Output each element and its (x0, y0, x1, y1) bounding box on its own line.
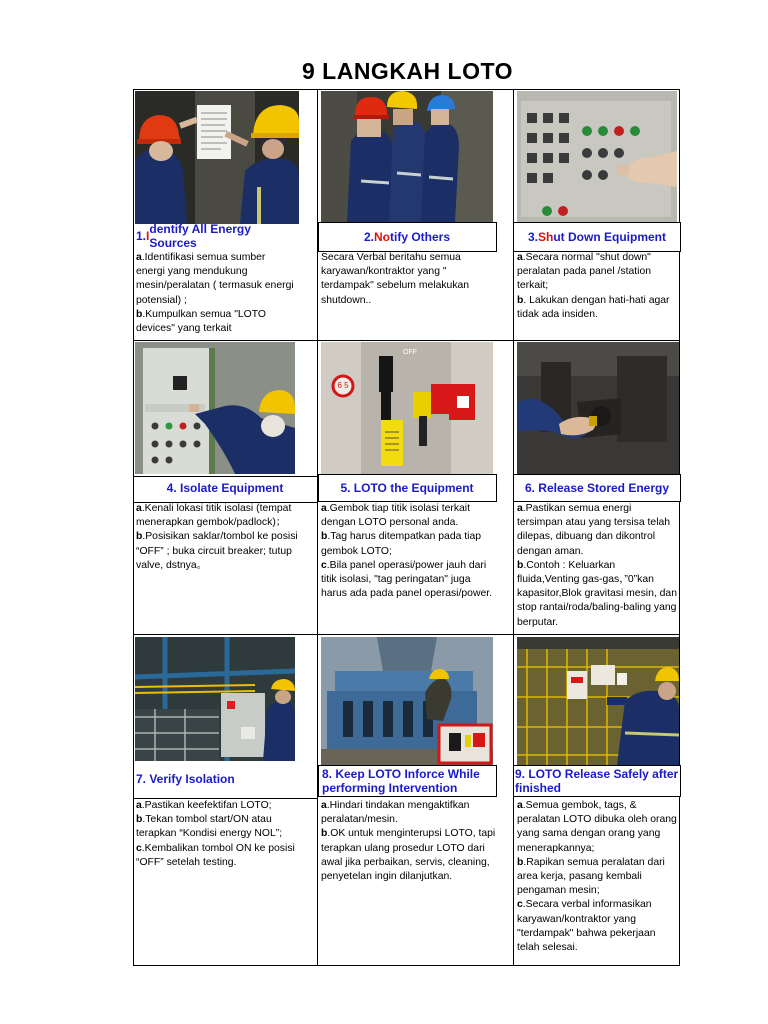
step-4-description (136, 502, 314, 573)
step-2-caption-prefix: 2. (363, 230, 374, 244)
step-8-description (321, 799, 497, 884)
step-3-caption-rest: ut Down Equipment (553, 230, 666, 244)
step-8-item-b: b.OK untuk menginterupsi LOTO, tapi terapkan ulang prosedur LOTO dari awal jika perbaikan, servis, cleaning, penyetelan ingin dilanjutkan. (321, 828, 496, 883)
step-7-caption (135, 761, 315, 797)
step-1-caption-highlight: I (146, 229, 150, 243)
step-9-caption-text: 9. LOTO Release Safely after finished (515, 767, 679, 795)
step-4-item-a: a.Kenali lokasi titik isolasi (tempat menerapkan gembok/padlock)； (136, 503, 292, 529)
step-6-photo (517, 342, 679, 474)
step-2-item: Secara Verbal beritahu semua karyawan/kontraktor yang " terdampak" sebelum melakukan shutdown.. (321, 252, 470, 306)
step-8-caption (321, 765, 495, 797)
step-5-item-b: b.Tag harus ditempatkan pada tiap gembok LOTO; (321, 531, 482, 557)
step-6-item-a: a.Pastikan semua energi tersimpan atau yang tersisa telah dilepas, dibuang dan dikontrol dengan aman. (517, 503, 671, 557)
step-7-item-b: b.Tekan tombol start/ON atau terapkan “Kondisi energy NOL”; (136, 814, 283, 840)
step-9-description (517, 799, 679, 955)
step-8-item-a: a.Hindari tindakan mengaktifkan peralatan/mesin. (321, 800, 470, 826)
step-2-caption-rest: tify Others (390, 230, 451, 244)
step-9-item-c: c.Secara verbal informasikan karyawan/kontraktor yang "terdampak" bahwa pekerjaan telah selesai. (517, 899, 656, 954)
step-5-item-c: c.Bila panel operasi/power jauh dari titik isolasi, "tag peringatan" juga harus ada pada panel operasi/power. (321, 559, 492, 600)
step-6-caption (514, 474, 680, 502)
caption-divider (134, 476, 317, 477)
step-1-item-b: b.Kumpulkan semua "LOTO devices" yang terkait (136, 308, 266, 335)
steps-table (133, 89, 680, 966)
step-3-item-a: a.Secara normal "shut down" peralatan pada panel /station terkait; (517, 252, 652, 292)
step-7-item-a: a.Pastikan keefektifan LOTO; (136, 800, 272, 811)
step-5-description (321, 502, 497, 601)
step-9-caption (514, 765, 680, 797)
step-6-caption-text: 6. Release Stored Energy (524, 481, 670, 495)
step-8-photo (321, 637, 493, 765)
step-3-photo (517, 91, 677, 222)
step-3-item-b: b. Lakukan dengan hati-hati agar tidak ada insiden. (517, 294, 670, 320)
row-divider (134, 634, 679, 635)
step-4-item-b: b.Posisikan saklar/tombol ke posisi “OFF” ; buka circuit breaker; tutup valve, dstnya。 (136, 531, 298, 571)
step-9-item-a: a.Semua gembok, tags, & peralatan LOTO dibuka oleh orang yang sama dengan orang yang menerapkannya; (517, 800, 677, 854)
step-1-item-a: a.Identifikasi semua sumber energi yang mendukung mesin/peralatan ( termasuk energi potensial) ; (136, 252, 294, 306)
step-4-photo (135, 342, 295, 474)
step-2-photo (321, 91, 493, 222)
step-7-description (136, 799, 314, 870)
row-divider (134, 340, 679, 341)
step-4-caption-text: 4. Isolate Equipment (166, 481, 284, 495)
switch-off-label: OFF (403, 349, 417, 356)
step-1-description (136, 251, 296, 336)
step-3-caption-highlight: Sh (538, 230, 554, 244)
step-2-description (321, 251, 497, 308)
page-title: 9 LANGKAH LOTO (301, 58, 514, 84)
step-9-item-b: b.Rapikan semua peralatan dari area kerja, pasang kembali pengaman mesin; (517, 856, 665, 897)
step-1-caption (135, 224, 299, 248)
step-1-caption-rest: dentify All Energy Sources (149, 222, 251, 250)
step-1-caption-prefix: 1. (136, 229, 147, 243)
step-2-caption-highlight: No (374, 230, 390, 244)
step-5-photo (321, 342, 493, 474)
step-4-caption (135, 474, 315, 502)
step-1-photo (135, 91, 299, 224)
step-7-photo (135, 637, 295, 761)
step-5-caption (321, 474, 493, 502)
step-7-item-c: c.Kembalikan tombol ON ke posisi “OFF” setelah testing. (136, 842, 295, 868)
step-3-caption (514, 222, 680, 252)
step-3-description (517, 251, 677, 322)
step-8-caption-text: 8. Keep LOTO Inforce While performing Intervention (322, 767, 480, 795)
step-5-item-a: a.Gembok tiap titik isolasi terkait dengan LOTO personal anda. (321, 503, 470, 529)
step-6-description (517, 502, 679, 630)
step-9-photo (517, 637, 679, 765)
step-5-caption-text: 5. LOTO the Equipment (340, 481, 474, 495)
step-7-caption-text: 7. Verify Isolation (136, 772, 235, 786)
sign-warning-label: 6 5 (337, 381, 349, 390)
step-2-caption (321, 222, 493, 252)
step-6-item-b: b.Contoh : Keluarkan fluida,Venting gas-gas，”0”kan kapasitor,Blok gravitasi mesin, dan stop rantai/roda/baling-baling yang berputar. (517, 559, 677, 628)
step-3-caption-prefix: 3. (527, 230, 538, 244)
